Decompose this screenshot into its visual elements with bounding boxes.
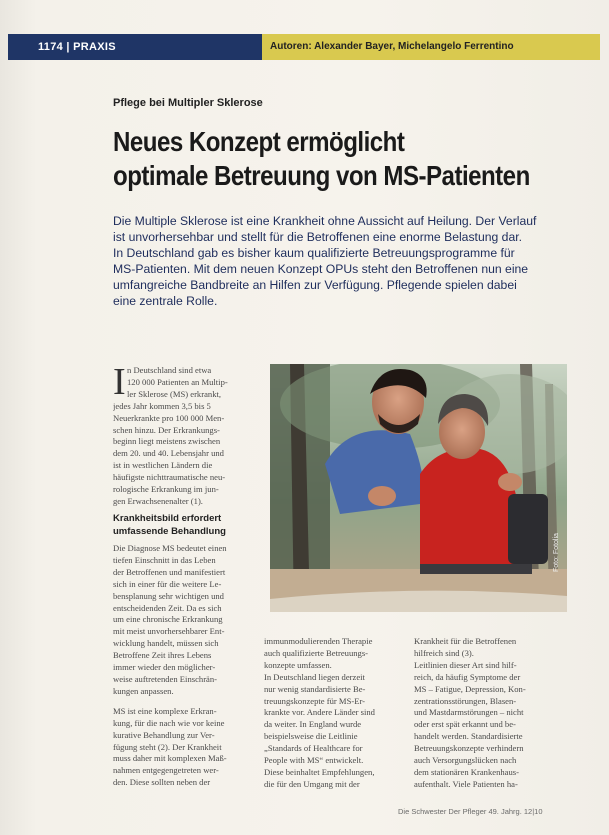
- body-line: kung, für die nach wie vor keine: [113, 717, 225, 728]
- headline-line: Neues Konzept ermöglicht: [113, 126, 405, 157]
- body-line: da weiter. In England wurde: [264, 719, 362, 730]
- body-line: Diese beinhaltet Empfehlungen,: [264, 766, 375, 777]
- article-kicker: Pflege bei Multipler Sklerose: [113, 97, 263, 109]
- article-headline: [113, 125, 530, 193]
- body-line: treuungskonzepte für MS-Er-: [264, 695, 366, 706]
- body-line: n Deutschland sind etwa: [127, 365, 212, 375]
- drop-cap: I: [113, 361, 126, 403]
- body-line: rologische Erkrankung im jun-: [113, 484, 219, 495]
- body-line: dem 20. und 40. Lebensjahr und: [113, 448, 224, 459]
- body-line: der Betroffenen und manifestiert: [113, 566, 226, 577]
- page-section-label: 1174 | PRAXIS: [38, 41, 116, 53]
- body-line: handelt werden. Standardisierte: [414, 731, 523, 742]
- headline-line: optimale Betreuung von MS-Patienten: [113, 160, 530, 191]
- body-line: aufenthalt. Viele Patienten ha-: [414, 778, 518, 789]
- body-line: krankte vor. Andere Länder sind: [264, 707, 375, 718]
- photo-credit: Foto: Fotolia: [553, 533, 560, 572]
- body-line: In Deutschland liegen derzeit: [264, 671, 365, 682]
- column-1-intro: [113, 361, 265, 508]
- body-line: immer wieder den möglicher-: [113, 662, 216, 673]
- body-line: People with MS“ entwickelt.: [264, 755, 364, 766]
- body-line: Neuerkrankte pro 100 000 Men-: [113, 412, 225, 423]
- body-line: zentrationsstörungen, Blasen-: [414, 695, 517, 706]
- body-line: reich, da häufig Symptome der: [414, 671, 521, 682]
- subhead-line: Krankheitsbild erfordert: [113, 513, 222, 524]
- body-line: gen Erwachsenenalter (1).: [113, 495, 203, 506]
- body-line: beispielsweise die Leitlinie: [264, 731, 358, 742]
- body-line: häufigste nichttraumatische neu-: [113, 472, 226, 483]
- authors-line: Autoren: Alexander Bayer, Michelangelo Ferrentino: [262, 34, 600, 60]
- body-line: mit meist unvorhersehbarer Ent-: [113, 626, 225, 637]
- section-subhead: [113, 512, 273, 538]
- body-line: weise auftretenden Einschrän-: [113, 673, 218, 684]
- body-line: ist in westlichen Ländern die: [113, 460, 213, 471]
- body-line: den. Diese sollten neben der: [113, 777, 211, 788]
- body-line: Krankheit für die Betroffenen: [414, 636, 517, 646]
- lead-line: umfangreiche Bandbreite an Hilfen zur Verfügung. Pflegende spielen dabei: [113, 278, 517, 292]
- body-line: muss daher mit komplexen Maß-: [113, 753, 227, 764]
- body-line: Leitlinien dieser Art sind hilf-: [414, 659, 517, 670]
- lead-line: ist unvorhersehbar und stellt für die Betroffenen eine enorme Belastung dar.: [113, 230, 522, 244]
- body-line: schen hinzu. Der Erkrankungs-: [113, 424, 220, 435]
- body-line: tiefen Einschnitt in das Leben: [113, 554, 216, 565]
- page-footer: Die Schwester Der Pfleger 49. Jahrg. 12|10: [398, 807, 543, 816]
- body-line: beginn liegt meistens zwischen: [113, 436, 221, 447]
- body-line: fügung steht (2). Der Krankheit: [113, 741, 222, 752]
- body-line: nur wenig standardisierte Be-: [264, 683, 366, 694]
- paragraph-gap: [113, 698, 265, 706]
- photo-illustration: [270, 364, 567, 612]
- column-3: [414, 636, 564, 791]
- lead-line: MS-Patienten. Mit dem neuen Konzept OPUs steht den Betroffenen nun eine: [113, 262, 529, 276]
- lead-line: In Deutschland gab es bisher kaum qualifizierte Betreuungsprogramme für: [113, 246, 515, 260]
- body-line: hilfreich sind (3).: [414, 647, 474, 658]
- body-line: oder erst spät erkannt und be-: [414, 719, 516, 730]
- lead-line: Die Multiple Sklerose ist eine Krankheit ohne Aussicht auf Heilung. Der Verlauf: [113, 214, 537, 228]
- body-line: bensplanung sehr wichtigen und: [113, 590, 224, 601]
- body-line: wicklung handelt, müssen sich: [113, 638, 219, 649]
- body-line: dem stationären Krankenhaus-: [414, 766, 519, 777]
- body-line: die für den Umgang mit der: [264, 778, 360, 789]
- article-lead: [113, 213, 561, 309]
- body-line: MS – Fatigue, Depression, Kon-: [414, 683, 526, 694]
- body-line: sich in einer für die weitere Le-: [113, 578, 222, 589]
- body-line: jedes Jahr kommen 3,5 bis 5: [113, 400, 211, 411]
- body-line: entscheidenden Zeit. Da es sich: [113, 602, 222, 613]
- body-line: ler Sklerose (MS) erkrankt,: [127, 388, 222, 399]
- body-line: MS ist eine komplexe Erkran-: [113, 705, 217, 716]
- lead-line: eine zentrale Rolle.: [113, 294, 218, 308]
- body-line: Betreuungskonzepte verhindern: [414, 743, 524, 754]
- body-line: konzepte umfassen.: [264, 659, 332, 670]
- body-line: und Mastdarmstörungen – nicht: [414, 707, 524, 718]
- body-line: immunmodulierenden Therapie: [264, 636, 373, 646]
- article-photo: [270, 364, 567, 612]
- body-line: 120 000 Patienten an Multip-: [127, 376, 228, 387]
- body-line: „Standards of Healthcare for: [264, 743, 363, 754]
- body-line: Die Diagnose MS bedeutet einen: [113, 543, 227, 553]
- body-line: kungen anpassen.: [113, 685, 174, 696]
- body-line: nahmen entgegengetreten wer-: [113, 765, 219, 776]
- column-1-body: [113, 543, 265, 789]
- column-2: [264, 636, 416, 791]
- body-line: Betroffene Zeit ihres Lebens: [113, 650, 212, 661]
- body-line: kurative Behandlung zur Ver-: [113, 729, 215, 740]
- subhead-line: umfassende Behandlung: [113, 526, 226, 537]
- body-line: auch Versorgungslücken nach: [414, 755, 517, 766]
- body-line: um eine chronische Erkrankung: [113, 614, 223, 625]
- body-line: auch qualifizierte Betreuungs-: [264, 647, 369, 658]
